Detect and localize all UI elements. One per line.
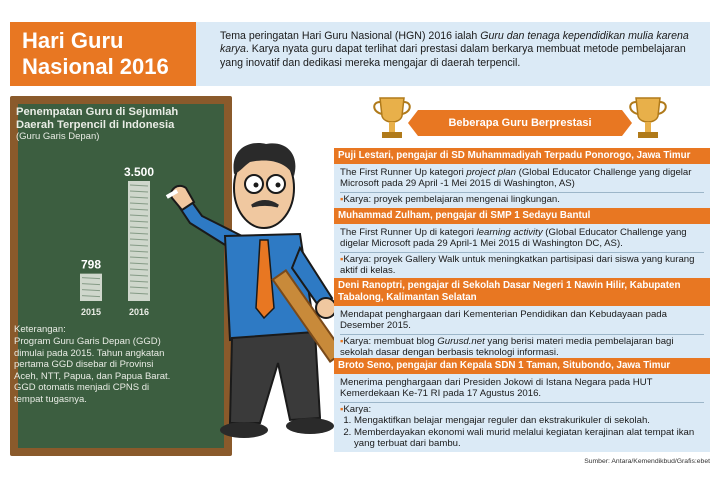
value-label-2015: 798 [80,257,102,272]
entry-2-name: Muhammad Zulham, pengajar di SMP 1 Sedayu Bantul [334,208,710,224]
intro-part-1: Tema peringatan Hari Guru Nasional (HGN) 2016 ialah [220,30,481,42]
entry-3-karya: ▪ Karya: membuat blog Gurusd.net yang berisi materi media pembelajaran bagi sekolah dasar dengan berbasis teknologi informasi. [340,334,704,359]
entry-1-name: Puji Lestari, pengajar di SD Muhammadiyah Terpadu Ponorogo, Jawa Timur [334,148,710,164]
intro-part-2: . Karya nyata guru dapat terlihat dari prestasi dalam berkarya membuat metode pembelajaran yang inovatif dan dedikasi mereka mengajar di daerah terpencil. [220,43,686,69]
note-text: Program Guru Garis Depan (GGD) dimulai pada 2015. Tahun angkatan pertama GGD disebar di Provinsi Aceh, NTT, Papua, dan Papua Barat. GGD otomatis menjadi CPNS di tempat tugasnya. [14,336,171,405]
note-label: Keterangan: [14,324,66,335]
chart-title: Penempatan Guru di Sejumlah Daerah Terpencil di Indonesia [16,106,179,131]
pants [230,332,320,423]
value-label-2016: 3.500 [123,165,155,179]
intro-theme: Guru dan tenaga kependidikan mulia karena karya [220,30,689,56]
title-line-2: Nasional 2016 [22,54,169,79]
category-label-2015: 2015 [80,307,102,317]
hand-with-ruler [316,298,336,318]
right-shoe [286,418,334,434]
entry-4-name: Broto Seno, pengajar dan Kepala SDN 1 Taman, Situbondo, Jawa Timur [334,358,710,374]
intro-text [196,22,710,86]
trophy-icon [626,94,670,144]
entry-4-desc: Menerima penghargaan dari Presiden Jokowi di Istana Negara pada HUT Kemerdekaan Ke-71 RI pada 17 Agustus 2016. [340,377,653,400]
entry-3-body [334,306,710,362]
entry-2-desc: The First Runner Up di kategori learning activity (Global Educator Challenge yang digelar Microsoft pada 29 April-1 Mei 2015 di Washington DC, AS). [340,227,687,250]
category-label-2016: 2016 [128,307,150,317]
left-shoe [220,422,268,438]
achievers-heading: Beberapa Guru Berprestasi [418,110,622,136]
entry-4-body [334,374,710,452]
chart-subtitle: (Guru Garis Depan) [16,131,100,142]
mustache [252,202,278,207]
entry-2-body [334,224,710,280]
entry-1-karya: ▪ Karya: proyek pembelajaran mengenai lingkungan. [340,192,704,205]
teacher-illustration [150,118,350,448]
entry-4-karya-list [354,415,704,449]
title-line-1: Hari Guru [22,28,124,53]
entry-4-karya-label: ▪ Karya: [340,402,704,415]
list-item: 1. Mengaktifkan belajar mengajar reguler dan ekstrakurikuler di sekolah. [354,415,704,426]
title-box [10,22,196,86]
entry-1-desc: The First Runner Up kategori project plan (Global Educator Challenge yang digelar Microsoft pada 29 April -1 Mei 2015 di Washington, AS) [340,167,692,190]
source-credit: Sumber: Antara/Kemendikbud/Grafis:ebet [584,458,710,465]
bar-2016 [128,181,150,301]
entry-2-karya: ▪ Karya: proyek Gallery Walk untuk meningkatkan partisipasi dari siswa yang kurang aktif di kelas. [340,252,704,277]
entry-3-desc: Mendapat penghargaan dari Kementerian Pendidikan dan Kebudayaan pada Desember 2015. [340,309,667,332]
entry-1-body [334,164,710,208]
entry-3-name: Deni Ranoptri, pengajar di Sekolah Dasar Negeri 1 Nawin Hilir, Kabupaten Tabalong, Kalimantan Selatan [334,278,710,306]
list-item: 2. Memberdayakan ekonomi wali murid melalui kegiatan kerajinan alat tempat ikan yang terbuat dari bambu. [354,427,704,450]
